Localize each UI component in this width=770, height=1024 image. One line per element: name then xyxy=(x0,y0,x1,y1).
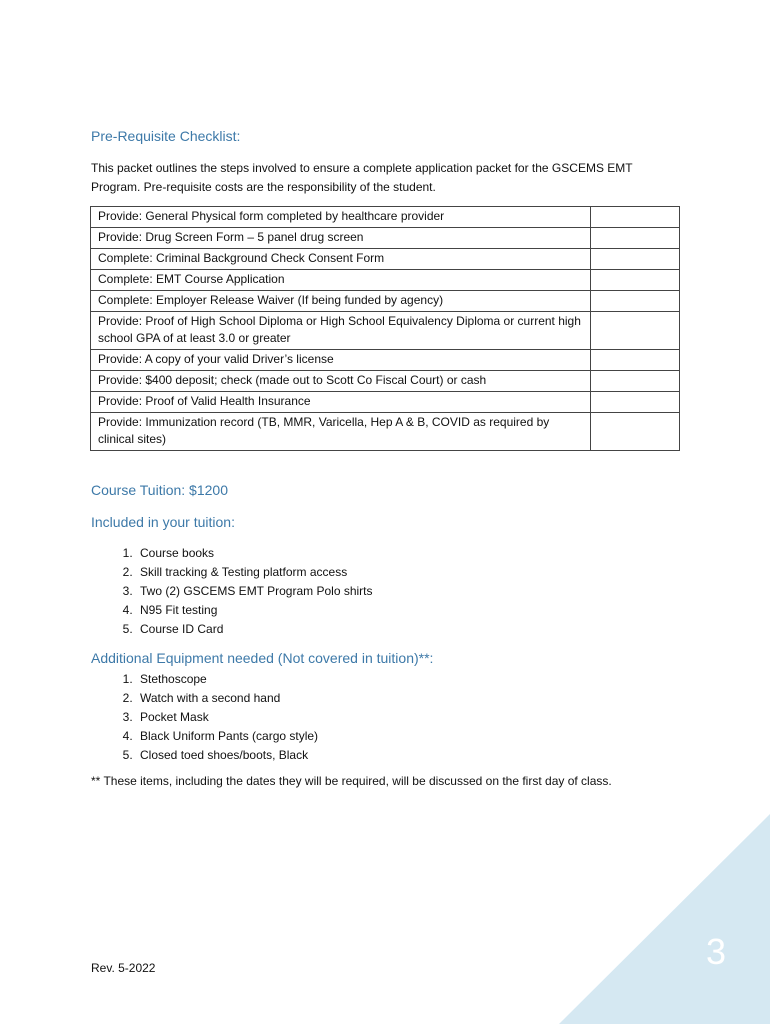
checkbox-cell[interactable] xyxy=(591,249,680,270)
checkbox-cell[interactable] xyxy=(591,312,680,350)
checklist-item: Provide: General Physical form completed by healthcare provider xyxy=(91,207,591,228)
table-row xyxy=(91,371,680,392)
checkbox-cell[interactable] xyxy=(591,228,680,249)
checklist-item: Provide: Immunization record (TB, MMR, Varicella, Hep A & B, COVID as required by clinical sites) xyxy=(91,413,591,451)
table-row xyxy=(91,413,680,451)
table-row xyxy=(91,291,680,312)
table-row xyxy=(91,249,680,270)
table-row xyxy=(91,228,680,249)
equipment-heading: Additional Equipment needed (Not covered in tuition)**: xyxy=(91,650,434,666)
checklist-item: Provide: Drug Screen Form – 5 panel drug screen xyxy=(91,228,591,249)
list-item: 4. N95 Fit testing xyxy=(136,601,373,620)
table-row xyxy=(91,312,680,350)
revision-label: Rev. 5-2022 xyxy=(91,961,156,975)
checklist-heading: Pre-Requisite Checklist: xyxy=(91,128,241,144)
list-item: 3. Pocket Mask xyxy=(136,708,318,727)
equipment-list xyxy=(91,670,318,765)
checklist-item: Provide: $400 deposit; check (made out to Scott Co Fiscal Court) or cash xyxy=(91,371,591,392)
included-heading: Included in your tuition: xyxy=(91,514,235,530)
list-item: 2. Skill tracking & Testing platform access xyxy=(136,563,373,582)
table-row xyxy=(91,392,680,413)
table-row xyxy=(91,207,680,228)
checkbox-cell[interactable] xyxy=(591,371,680,392)
table-row xyxy=(91,270,680,291)
checklist-intro: This packet outlines the steps involved to ensure a complete application packet for the GSCEMS EMT Program. Pre-requisite costs are the responsibility of the student. xyxy=(91,161,633,194)
checkbox-cell[interactable] xyxy=(591,350,680,371)
checkbox-cell[interactable] xyxy=(591,207,680,228)
checklist-item: Complete: Employer Release Waiver (If being funded by agency) xyxy=(91,291,591,312)
checklist-item: Provide: Proof of High School Diploma or High School Equivalency Diploma or current high school GPA of at least 3.0 or greater xyxy=(91,312,591,350)
included-list xyxy=(91,544,373,639)
table-row xyxy=(91,350,680,371)
list-item: 2. Watch with a second hand xyxy=(136,689,318,708)
list-item: 5. Course ID Card xyxy=(136,620,373,639)
list-item: 5. Closed toed shoes/boots, Black xyxy=(136,746,318,765)
checkbox-cell[interactable] xyxy=(591,291,680,312)
tuition-heading: Course Tuition: $1200 xyxy=(91,482,228,498)
checklist-item: Provide: A copy of your valid Driver’s license xyxy=(91,350,591,371)
checkbox-cell[interactable] xyxy=(591,270,680,291)
checkbox-cell[interactable] xyxy=(591,392,680,413)
checklist-item: Complete: EMT Course Application xyxy=(91,270,591,291)
prerequisite-checklist-table xyxy=(90,206,680,451)
footnote: ** These items, including the dates they will be required, will be discussed on the first day of class. xyxy=(91,774,612,788)
list-item: 3. Two (2) GSCEMS EMT Program Polo shirts xyxy=(136,582,373,601)
checklist-item: Complete: Criminal Background Check Consent Form xyxy=(91,249,591,270)
list-item: 1. Stethoscope xyxy=(136,670,318,689)
checkbox-cell[interactable] xyxy=(591,413,680,451)
list-item: 4. Black Uniform Pants (cargo style) xyxy=(136,727,318,746)
checklist-item: Provide: Proof of Valid Health Insurance xyxy=(91,392,591,413)
page-number: 3 xyxy=(706,931,727,972)
list-item: 1. Course books xyxy=(136,544,373,563)
